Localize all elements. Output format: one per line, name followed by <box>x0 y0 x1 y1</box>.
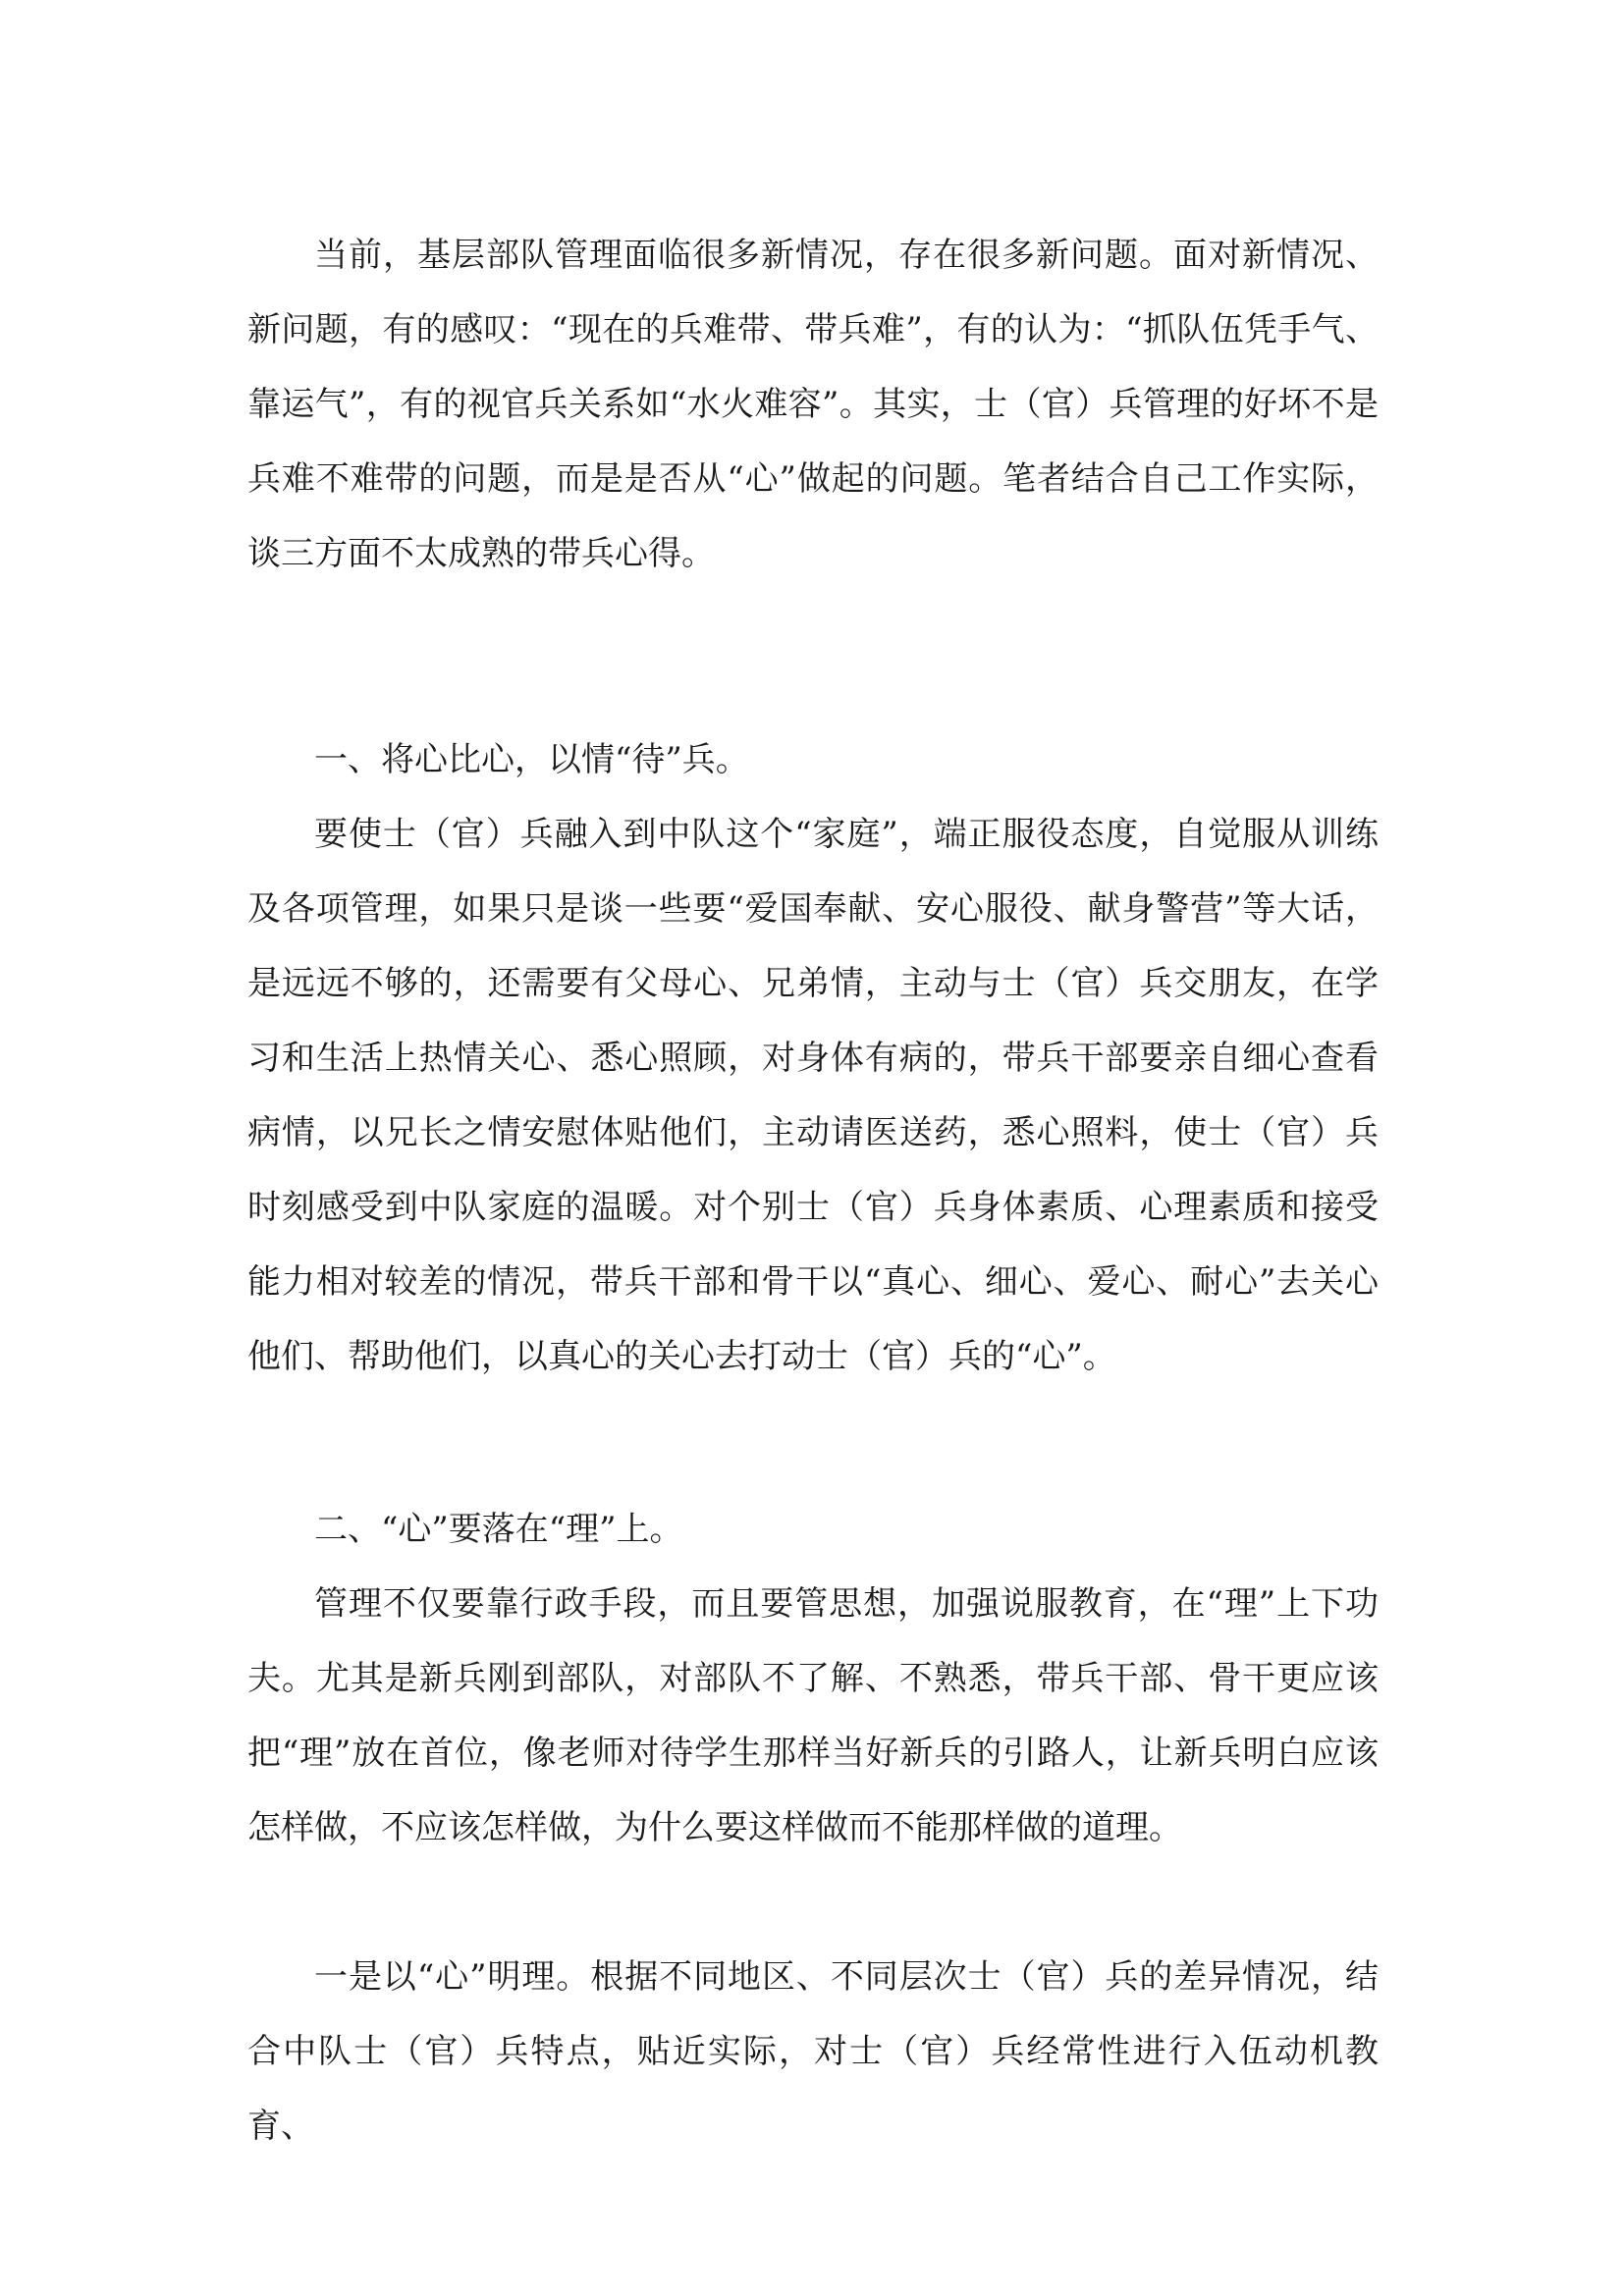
section-heading-2: 二、“心”要落在“理”上。 <box>314 1510 683 1549</box>
section-heading-1: 一、将心比心，以情“待”兵。 <box>314 740 749 779</box>
section-2-paragraph: 管理不仅要靠行政手段，而且要管思想，加强说服教育，在“理”上下功夫。尤其是新兵刚到部队，对部队不了解、不熟悉，带兵干部、骨干更应该把“理”放在首位，像老师对待学生那样当好新兵的引路人，让新兵明白应该怎样做，不应该怎样做，为什么要这样做而不能那样做的道理。 <box>247 1584 1379 1847</box>
intro-paragraph: 当前，基层部队管理面临很多新情况，存在很多新问题。面对新情况、新问题，有的感叹：“现在的兵难带、带兵难”，有的认为：“抓队伍凭手气、靠运气”，有的视官兵关系如“水火难容”。其实，士（官）兵管理的好坏不是兵难不难带的问题，而是是否从“心”做起的问题。笔者结合自己工作实际，谈三方面不太成熟的带兵心得。 <box>247 236 1379 573</box>
section-2-point-1-paragraph: 一是以“心”明理。根据不同地区、不同层次士（官）兵的差异情况，结合中队士（官）兵特点，贴近实际，对士（官）兵经常性进行入伍动机教育、 <box>247 1957 1379 2146</box>
section-1-paragraph: 要使士（官）兵融入到中队这个“家庭”，端正服役态度，自觉服从训练及各项管理，如果只是谈一些要“爱国奉献、安心服役、献身警营”等大话，是远远不够的，还需要有父母心、兄弟情，主动与士（官）兵交朋友，在学习和生活上热情关心、悉心照顾，对身体有病的，带兵干部要亲自细心查看病情，以兄长之情安慰体贴他们，主动请医送药，悉心照料，使士（官）兵时刻感受到中队家庭的温暖。对个别士（官）兵身体素质、心理素质和接受能力相对较差的情况，带兵干部和骨干以“真心、细心、爱心、耐心”去关心他们、帮助他们，以真心的关心去打动士（官）兵的“心”。 <box>247 815 1379 1376</box>
